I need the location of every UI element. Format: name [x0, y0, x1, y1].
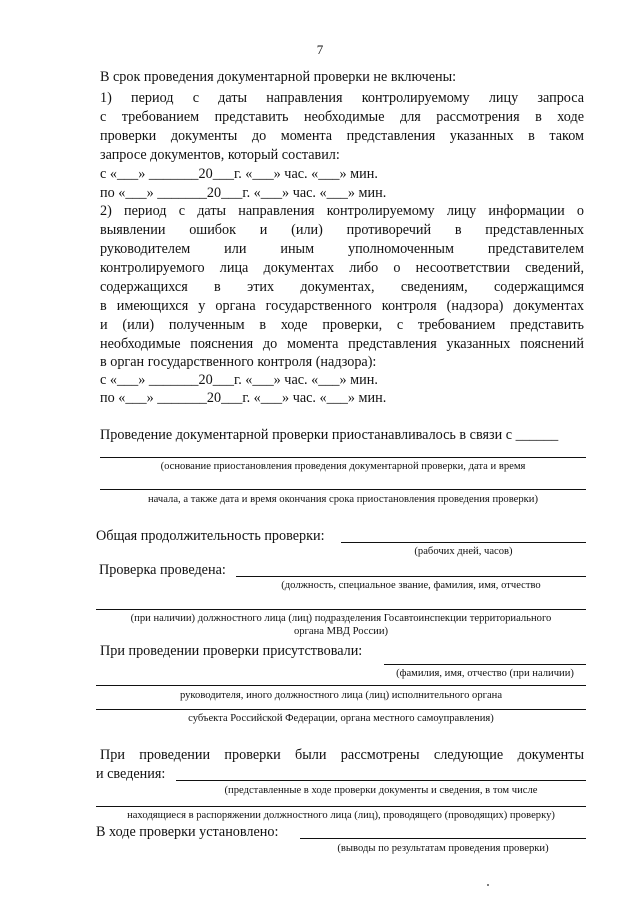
fill-line [96, 609, 586, 610]
paragraph-line: руководителем или иным уполномоченным представителем [100, 241, 584, 257]
scan-speck [487, 884, 489, 886]
fill-line [236, 576, 586, 577]
page-number: 7 [316, 42, 324, 57]
fill-line [100, 457, 586, 458]
paragraph-line: содержащихся в этих документах, сведениям, содержащимся [100, 279, 584, 295]
section-heading: В срок проведения документарной проверки не включены: [100, 69, 457, 85]
fill-line [100, 489, 586, 490]
field-caption: (должность, специальное звание, фамилия, имя, отчество [281, 580, 541, 591]
fill-line [176, 780, 586, 781]
paragraph-line: 1) период с даты направления контролируемому лицу запроса [100, 90, 584, 106]
fill-line [96, 685, 586, 686]
fill-line [384, 664, 586, 665]
paragraph-line: запросе документов, который составил: [100, 147, 340, 163]
fill-line [300, 838, 586, 839]
duration-label: Общая продолжительность проверки: [96, 528, 325, 544]
paragraph-line: контролируемого лица документах либо о несоответствии сведений, [100, 260, 584, 276]
field-caption: (при наличии) должностного лица (лиц) подразделения Госавтоинспекции территориального [130, 613, 552, 624]
fill-line [96, 709, 586, 710]
present-label: При проведении проверки присутствовали: [100, 643, 363, 659]
field-caption: (фамилия, имя, отчество (при наличии) [396, 668, 574, 679]
field-caption: находящиеся в распоряжении должностного лица (лиц), проводящего (проводящих) проверку) [127, 810, 555, 821]
field-caption: начала, а также дата и время окончания срока приостановления проведения проверки) [147, 494, 538, 505]
established-label: В ходе проверки установлено: [96, 824, 279, 840]
paragraph-line: проверки документы до момента представления указанных в таком [100, 128, 584, 144]
suspension-label: Проведение документарной проверки приостанавливалось в связи с ______ [100, 427, 559, 443]
date-line-to: по «___» _______20___г. «___» час. «___» мин. [100, 185, 387, 201]
paragraph-line: выявлении ошибок и (или) противоречий в представленных [100, 222, 584, 238]
paragraph-line: и (или) полученным в ходе проверки, с требованием представить [100, 317, 584, 333]
documents-label: и сведения: [96, 766, 166, 782]
field-caption: руководителя, иного должностного лица (лиц) исполнительного органа [179, 690, 503, 701]
paragraph-line: в орган государственного контроля (надзора): [100, 354, 377, 370]
paragraph-line: необходимые пояснения до момента представления указанных пояснений [100, 336, 584, 352]
field-caption: органа МВД России) [293, 626, 389, 637]
field-caption: (основание приостановления проведения документарной проверки, дата и время [160, 461, 526, 472]
paragraph-line: 2) период с даты направления контролируемому лицу информации о [100, 203, 584, 219]
paragraph-line: в имеющихся у органа государственного контроля (надзора) документах [100, 298, 584, 314]
paragraph-line: с требованием представить необходимые для рассмотрения в ходе [100, 109, 584, 125]
conducted-label: Проверка проведена: [99, 562, 226, 578]
fill-line [341, 542, 586, 543]
field-caption: субъекта Российской Федерации, органа местного самоуправления) [188, 713, 494, 724]
documents-label: При проведении проверки были рассмотрены следующие документы [100, 747, 584, 763]
field-caption: (представленные в ходе проверки документы и сведения, в том числе [224, 785, 538, 796]
fill-line [96, 806, 586, 807]
date-line-from: с «___» _______20___г. «___» час. «___» мин. [100, 372, 378, 388]
field-caption: (рабочих дней, часов) [414, 546, 513, 557]
date-line-from: с «___» _______20___г. «___» час. «___» мин. [100, 166, 378, 182]
field-caption: (выводы по результатам проведения проверки) [337, 843, 549, 854]
date-line-to: по «___» _______20___г. «___» час. «___» мин. [100, 390, 387, 406]
